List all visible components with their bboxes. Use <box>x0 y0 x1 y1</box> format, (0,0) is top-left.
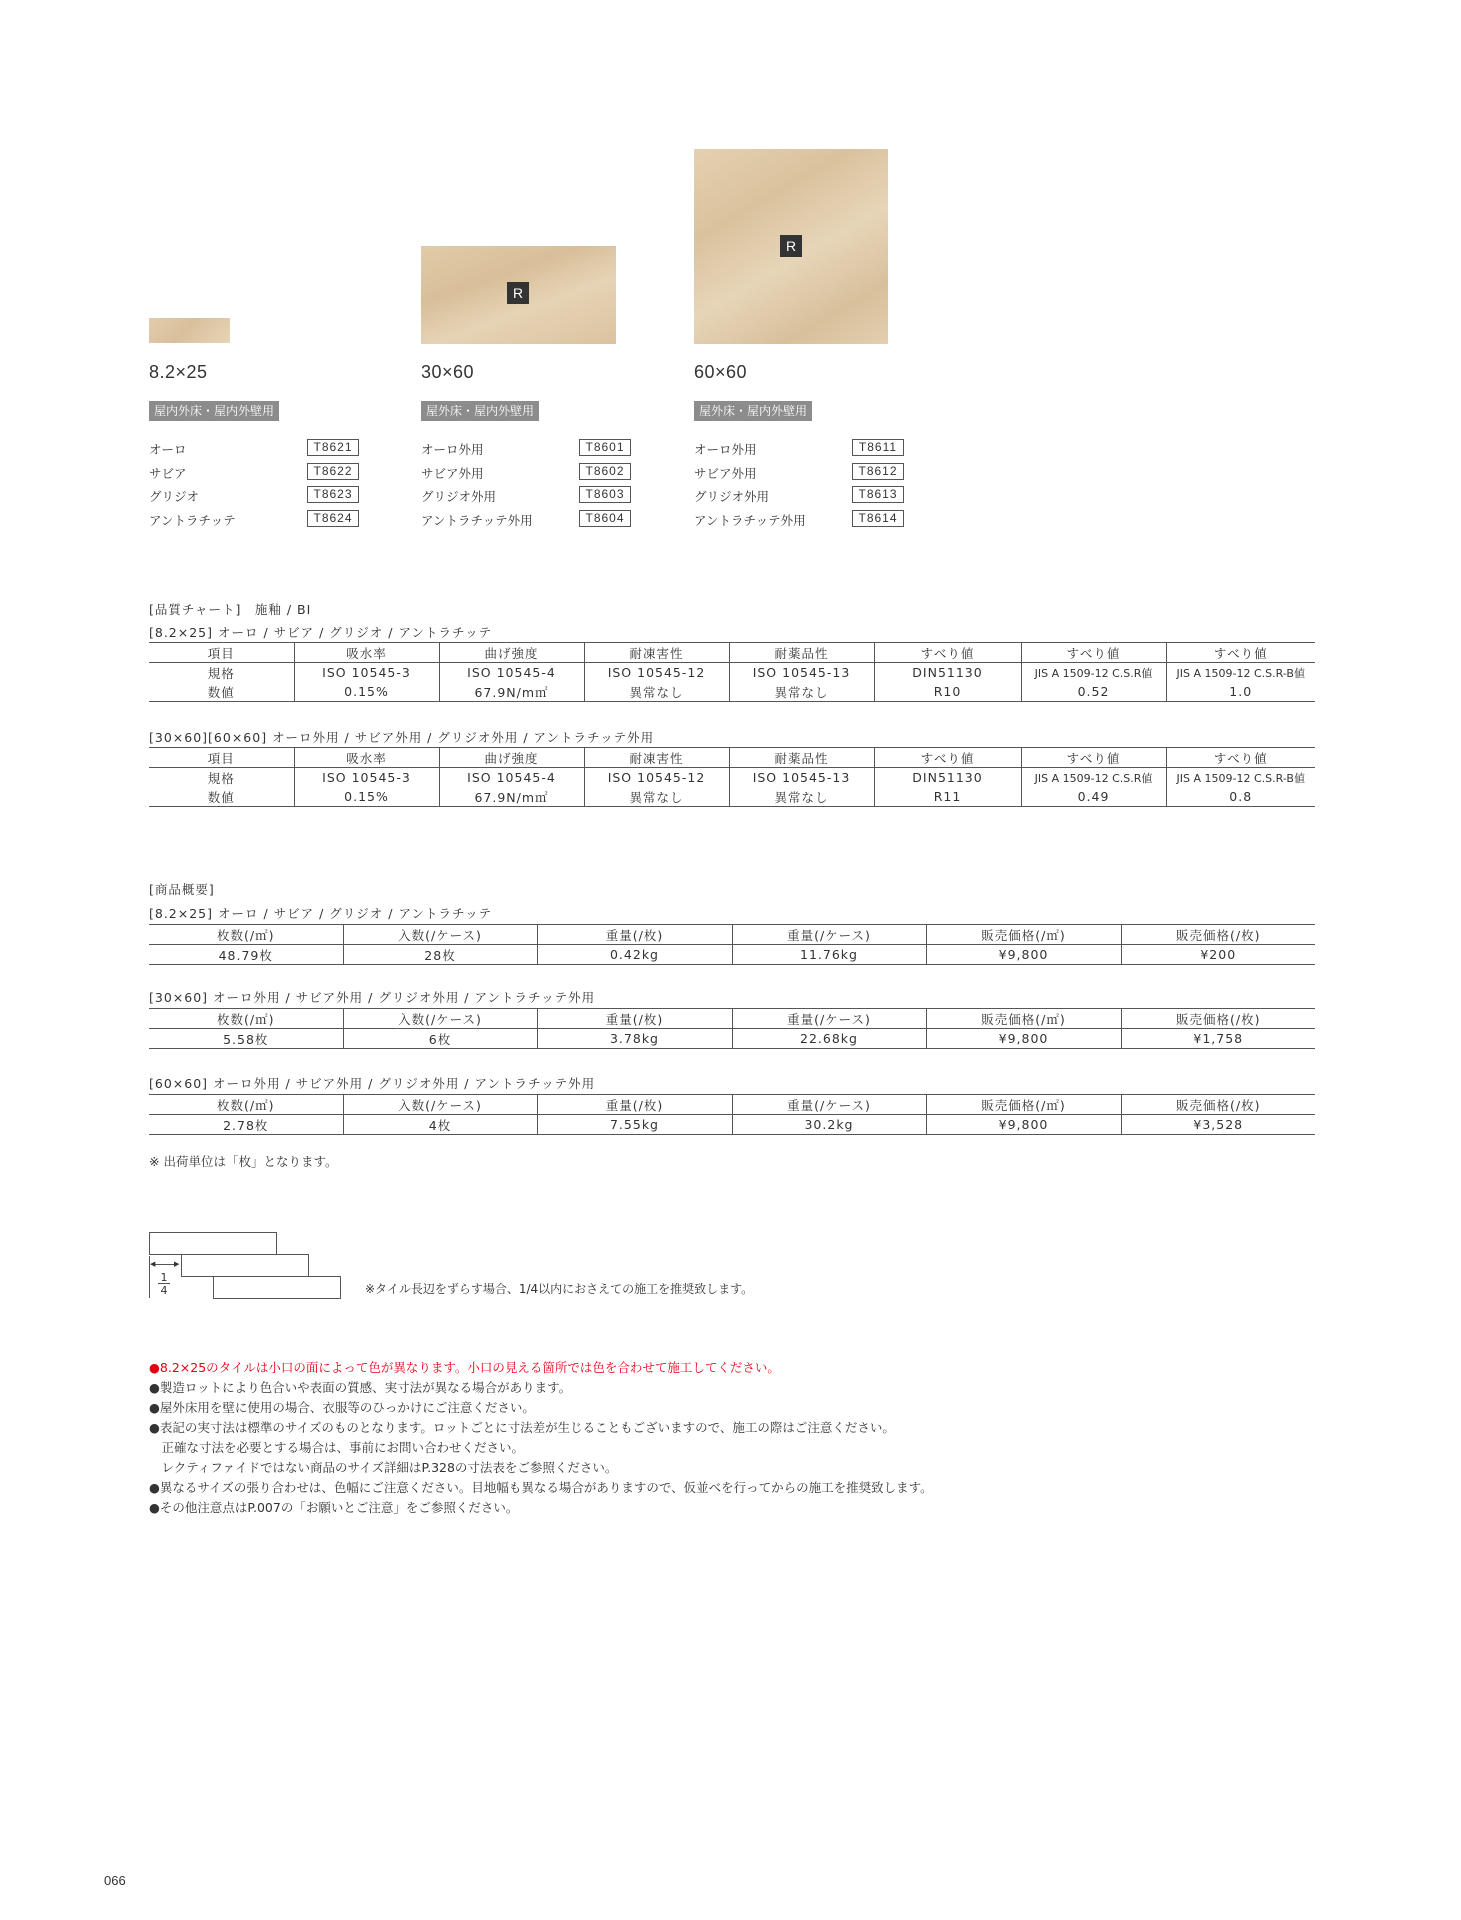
shipping-note: ※ 出荷単位は「枚」となります。 <box>149 1154 338 1169</box>
color-name: グリジオ外用 <box>694 489 770 504</box>
arrow-right-icon: ▶ <box>174 1260 180 1268</box>
table-cell: ¥9,800 <box>926 945 1121 965</box>
table-row <box>149 682 1315 702</box>
table-cell: ¥200 <box>1121 945 1315 965</box>
table-cell: 耐薬品性 <box>729 748 874 768</box>
table-cell: 販売価格(/枚) <box>1121 1095 1315 1115</box>
table-header-row <box>149 925 1315 945</box>
table-cell: 異常なし <box>729 682 874 702</box>
overview-table <box>149 1008 1315 1049</box>
note-item: ●表記の実寸法は標準のサイズのものとなります。ロットごとに寸法差が生じることもございますので、施工の際はご注意ください。 <box>149 1420 895 1435</box>
overview-table <box>149 1094 1315 1135</box>
color-item <box>421 484 631 508</box>
table-cell: DIN51130 <box>874 663 1021 683</box>
overview-table-heading: [60×60] オーロ外用 / サビア外用 / グリジオ外用 / アントラチッテ外用 <box>149 1076 596 1091</box>
color-item <box>149 437 359 461</box>
quality-table <box>149 747 1315 807</box>
table-cell: ¥3,528 <box>1121 1115 1315 1135</box>
table-cell: JIS A 1509-12 C.S.R-B値 <box>1166 663 1315 683</box>
table-cell: すべり値 <box>874 643 1021 663</box>
table-cell: 28枚 <box>343 945 537 965</box>
size-label: 30×60 <box>421 362 475 382</box>
quality-table-heading: [8.2×25] オーロ / サビア / グリジオ / アントラチッテ <box>149 625 493 640</box>
tile-bar <box>149 1232 277 1255</box>
table-cell: 22.68kg <box>732 1029 926 1049</box>
note-item-highlight: ●8.2×25のタイルは小口の面によって色が異なります。小口の見える箇所では色を合わせて施工してください。 <box>149 1360 780 1375</box>
table-cell: 2.78枚 <box>149 1115 343 1135</box>
product-code: T8613 <box>852 486 904 503</box>
table-cell: 48.79枚 <box>149 945 343 965</box>
overview-title: [商品概要] <box>149 882 215 897</box>
color-list <box>694 437 904 531</box>
table-cell: 販売価格(/枚) <box>1121 1009 1315 1029</box>
table-header-row <box>149 748 1315 768</box>
table-cell: 枚数(/㎡) <box>149 1095 343 1115</box>
color-item <box>421 461 631 485</box>
table-cell: 11.76kg <box>732 945 926 965</box>
usage-badge: 屋外床・屋内外壁用 <box>421 401 539 421</box>
table-cell: 重量(/枚) <box>537 1009 732 1029</box>
table-cell: 30.2kg <box>732 1115 926 1135</box>
table-cell: 項目 <box>149 643 294 663</box>
table-cell: 数値 <box>149 682 294 702</box>
product-code: T8614 <box>852 510 904 527</box>
color-name: オーロ外用 <box>694 442 757 457</box>
color-name: アントラチッテ外用 <box>694 512 806 528</box>
color-item <box>694 508 904 532</box>
table-cell: ¥9,800 <box>926 1029 1121 1049</box>
table-cell: 0.8 <box>1166 787 1315 807</box>
table-cell: ISO 10545-13 <box>729 768 874 788</box>
color-name: グリジオ外用 <box>421 489 497 504</box>
note-item: 正確な寸法を必要とする場合は、事前にお問い合わせください。 <box>149 1440 525 1455</box>
usage-badge: 屋内外床・屋内外壁用 <box>149 401 279 421</box>
arrow-left-icon: ◀ <box>150 1260 156 1268</box>
rectified-badge: R <box>780 235 802 257</box>
size-label: 8.2×25 <box>149 362 208 382</box>
color-item <box>421 508 631 532</box>
table-cell: 耐凍害性 <box>584 643 729 663</box>
table-cell: 5.58枚 <box>149 1029 343 1049</box>
table-cell: 項目 <box>149 748 294 768</box>
fraction-denominator: 4 <box>160 1284 168 1297</box>
usage-badge: 屋外床・屋内外壁用 <box>694 401 812 421</box>
color-name: サビア外用 <box>694 465 757 481</box>
fraction-numerator: 1 <box>158 1272 170 1284</box>
table-cell: 販売価格(/枚) <box>1121 925 1315 945</box>
table-cell: 0.52 <box>1021 682 1166 702</box>
overview-table-heading: [30×60] オーロ外用 / サビア外用 / グリジオ外用 / アントラチッテ外用 <box>149 990 596 1005</box>
note-item: ●屋外床用を壁に使用の場合、衣服等のひっかけにご注意ください。 <box>149 1400 535 1415</box>
color-list <box>149 437 359 531</box>
table-row <box>149 663 1315 683</box>
product-code: T8624 <box>307 510 359 527</box>
table-cell: 耐薬品性 <box>729 643 874 663</box>
table-cell: 異常なし <box>584 682 729 702</box>
table-cell: ISO 10545-4 <box>439 663 584 683</box>
product-code: T8622 <box>307 463 359 480</box>
product-code: T8611 <box>852 439 904 456</box>
table-cell: R10 <box>874 682 1021 702</box>
note-item: ●製造ロットにより色合いや表面の質感、実寸法が異なる場合があります。 <box>149 1380 572 1395</box>
table-cell: 重量(/枚) <box>537 1095 732 1115</box>
color-item <box>149 484 359 508</box>
table-cell: 0.49 <box>1021 787 1166 807</box>
table-cell: 枚数(/㎡) <box>149 1009 343 1029</box>
table-cell: すべり値 <box>1166 643 1315 663</box>
table-cell: 重量(/ケース) <box>732 925 926 945</box>
table-cell: 重量(/ケース) <box>732 1095 926 1115</box>
table-cell: JIS A 1509-12 C.S.R-B値 <box>1166 768 1315 788</box>
table-row <box>149 1115 1315 1135</box>
table-header-row <box>149 1095 1315 1115</box>
offset-note: ※タイル長辺をずらす場合、1/4以内におさえての施工を推奨致します。 <box>365 1282 754 1296</box>
table-cell: すべり値 <box>874 748 1021 768</box>
color-item <box>694 437 904 461</box>
table-cell: ISO 10545-3 <box>294 663 439 683</box>
table-cell: 入数(/ケース) <box>343 1095 537 1115</box>
note-item: ●異なるサイズの張り合わせは、色幅にご注意ください。目地幅も異なる場合がありますので、仮並べを行ってからの施工を推奨致します。 <box>149 1480 933 1495</box>
table-cell: 1.0 <box>1166 682 1315 702</box>
table-cell: 67.9N/m㎡ <box>439 787 584 807</box>
overview-table <box>149 924 1315 965</box>
size-label: 60×60 <box>694 362 748 382</box>
table-row <box>149 768 1315 788</box>
table-cell: 異常なし <box>584 787 729 807</box>
table-cell: ISO 10545-12 <box>584 663 729 683</box>
table-cell: JIS A 1509-12 C.S.R値 <box>1021 768 1166 788</box>
table-cell: 4枚 <box>343 1115 537 1135</box>
table-cell: 規格 <box>149 663 294 683</box>
table-cell: 3.78kg <box>537 1029 732 1049</box>
color-name: アントラチッテ外用 <box>421 512 533 528</box>
table-cell: 入数(/ケース) <box>343 1009 537 1029</box>
table-cell: 67.9N/m㎡ <box>439 682 584 702</box>
table-cell: 0.15% <box>294 787 439 807</box>
table-row <box>149 787 1315 807</box>
table-cell: 0.15% <box>294 682 439 702</box>
table-row <box>149 945 1315 965</box>
table-cell: ISO 10545-12 <box>584 768 729 788</box>
overview-table-heading: [8.2×25] オーロ / サビア / グリジオ / アントラチッテ <box>149 906 493 921</box>
table-cell: 重量(/枚) <box>537 925 732 945</box>
note-item: ●その他注意点はP.007の「お願いとご注意」をご参照ください。 <box>149 1500 519 1515</box>
product-code: T8602 <box>579 463 631 480</box>
product-code: T8603 <box>579 486 631 503</box>
color-name: サビア外用 <box>421 465 484 481</box>
table-cell: すべり値 <box>1021 643 1166 663</box>
tile-bar <box>213 1276 341 1299</box>
table-cell: 販売価格(/㎡) <box>926 1095 1121 1115</box>
table-cell: R11 <box>874 787 1021 807</box>
color-name: オーロ <box>149 442 187 457</box>
table-cell: 曲げ強度 <box>439 748 584 768</box>
table-cell: ¥1,758 <box>1121 1029 1315 1049</box>
table-cell: ¥9,800 <box>926 1115 1121 1135</box>
color-name: サビア <box>149 465 187 481</box>
tile-bar <box>181 1254 309 1277</box>
table-cell: DIN51130 <box>874 768 1021 788</box>
product-code: T8623 <box>307 486 359 503</box>
color-item <box>694 484 904 508</box>
table-cell: 曲げ強度 <box>439 643 584 663</box>
table-cell: ISO 10545-3 <box>294 768 439 788</box>
table-cell: ISO 10545-13 <box>729 663 874 683</box>
table-cell: ISO 10545-4 <box>439 768 584 788</box>
table-cell: 異常なし <box>729 787 874 807</box>
table-cell: 数値 <box>149 787 294 807</box>
rectified-badge: R <box>507 282 529 304</box>
table-cell: 0.42kg <box>537 945 732 965</box>
table-header-row <box>149 1009 1315 1029</box>
table-cell: 7.55kg <box>537 1115 732 1135</box>
table-cell: 販売価格(/㎡) <box>926 925 1121 945</box>
product-code: T8601 <box>579 439 631 456</box>
quality-table-heading: [30×60][60×60] オーロ外用 / サビア外用 / グリジオ外用 / アントラチッテ外用 <box>149 730 655 745</box>
table-row <box>149 1029 1315 1049</box>
color-name: アントラチッテ <box>149 512 236 528</box>
table-cell: 枚数(/㎡) <box>149 925 343 945</box>
color-item <box>421 437 631 461</box>
page-number: 066 <box>104 1873 126 1888</box>
product-code: T8621 <box>307 439 359 456</box>
tile-swatch-60x60 <box>694 149 888 344</box>
color-list <box>421 437 631 531</box>
table-cell: 6枚 <box>343 1029 537 1049</box>
product-code: T8604 <box>579 510 631 527</box>
table-cell: 重量(/ケース) <box>732 1009 926 1029</box>
table-cell: 入数(/ケース) <box>343 925 537 945</box>
color-name: オーロ外用 <box>421 442 484 457</box>
quality-chart-title: [品質チャート] 施釉 / BⅠ <box>149 602 312 617</box>
table-cell: 吸水率 <box>294 643 439 663</box>
note-item: レクティファイドではない商品のサイズ詳細はP.328の寸法表をご参照ください。 <box>149 1460 618 1475</box>
product-code: T8612 <box>852 463 904 480</box>
tile-swatch-8x25 <box>149 318 230 343</box>
table-cell: 耐凍害性 <box>584 748 729 768</box>
color-item <box>694 461 904 485</box>
tile-swatch-30x60 <box>421 246 616 344</box>
table-cell: すべり値 <box>1021 748 1166 768</box>
table-cell: 販売価格(/㎡) <box>926 1009 1121 1029</box>
table-header-row <box>149 643 1315 663</box>
color-name: グリジオ <box>149 489 200 504</box>
table-cell: 吸水率 <box>294 748 439 768</box>
table-cell: すべり値 <box>1166 748 1315 768</box>
color-item <box>149 508 359 532</box>
quality-table <box>149 642 1315 702</box>
color-item <box>149 461 359 485</box>
table-cell: 規格 <box>149 768 294 788</box>
table-cell: JIS A 1509-12 C.S.R値 <box>1021 663 1166 683</box>
